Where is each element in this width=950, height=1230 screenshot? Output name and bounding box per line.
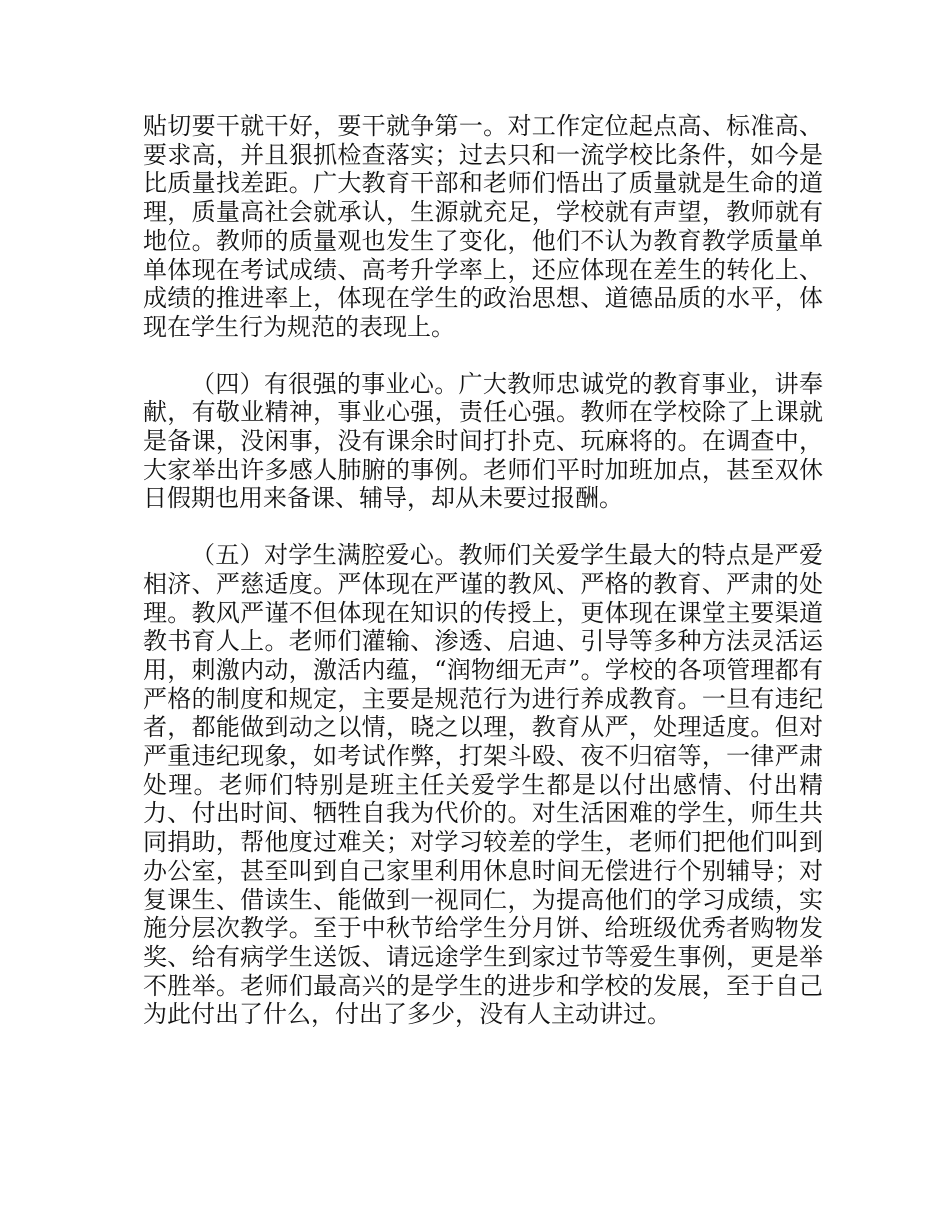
paragraph-dedication: （四）有很强的事业心。广大教师忠诚党的教育事业，讲奉献，有敬业精神，事业心强，责任心强。教师在学校除了上课就是备课，没闲事，没有课余时间打扑克、玩麻将的。在调查中，大家举出许多感人肺腑的事例。老师们平时加班加点，甚至双休日假期也用来备课、辅导，却从未要过报酬。: [143, 369, 823, 513]
paragraph-care-for-students: （五）对学生满腔爱心。教师们关爱学生最大的特点是严爱相济、严慈适度。严体现在严谨的教风、严格的教育、严肃的处理。教风严谨不但体现在知识的传授上，更体现在课堂主要渠道教书育人上。老师们灌输、渗透、启迪、引导等多种方法灵活运用，刺激内动，激活内蕴，“润物细无声”。学校的各项管理都有严格的制度和规定，主要是规范行为进行养成教育。一旦有违纪者，都能做到动之以情，晓之以理，教育从严，处理适度。但对严重违纪现象，如考试作弊，打架斗殴、夜不归宿等，一律严肃处理。老师们特别是班主任关爱学生都是以付出感情、付出精力、付出时间、牺牲自我为代价的。对生活困难的学生，师生共同捐助，帮他度过难关；对学习较差的学生，老师们把他们叫到办公室，甚至叫到自己家里利用休息时间无偿进行个别辅导；对复课生、借读生、能做到一视同仁，为提高他们的学习成绩，实施分层次教学。至于中秋节给学生分月饼、给班级优秀者购物发奖、给有病学生送饭、请远途学生到家过节等爱生事例，更是举不胜举。老师们最高兴的是学生的进步和学校的发展，至于自己为此付出了什么，付出了多少，没有人主动讲过。: [143, 541, 823, 1029]
paragraph-quality-view: 贴切要干就干好，要干就争第一。对工作定位起点高、标准高、要求高，并且狠抓检查落实；过去只和一流学校比条件，如今是比质量找差距。广大教育干部和老师们悟出了质量就是生命的道理，质量高社会就承认，生源就充足，学校就有声望，教师就有地位。教师的质量观也发生了变化，他们不认为教育教学质量单单体现在考试成绩、高考升学率上，还应体现在差生的转化上、成绩的推进率上，体现在学生的政治思想、道德品质的水平，体现在学生行为规范的表现上。: [143, 112, 823, 341]
document-body: [143, 112, 823, 1057]
